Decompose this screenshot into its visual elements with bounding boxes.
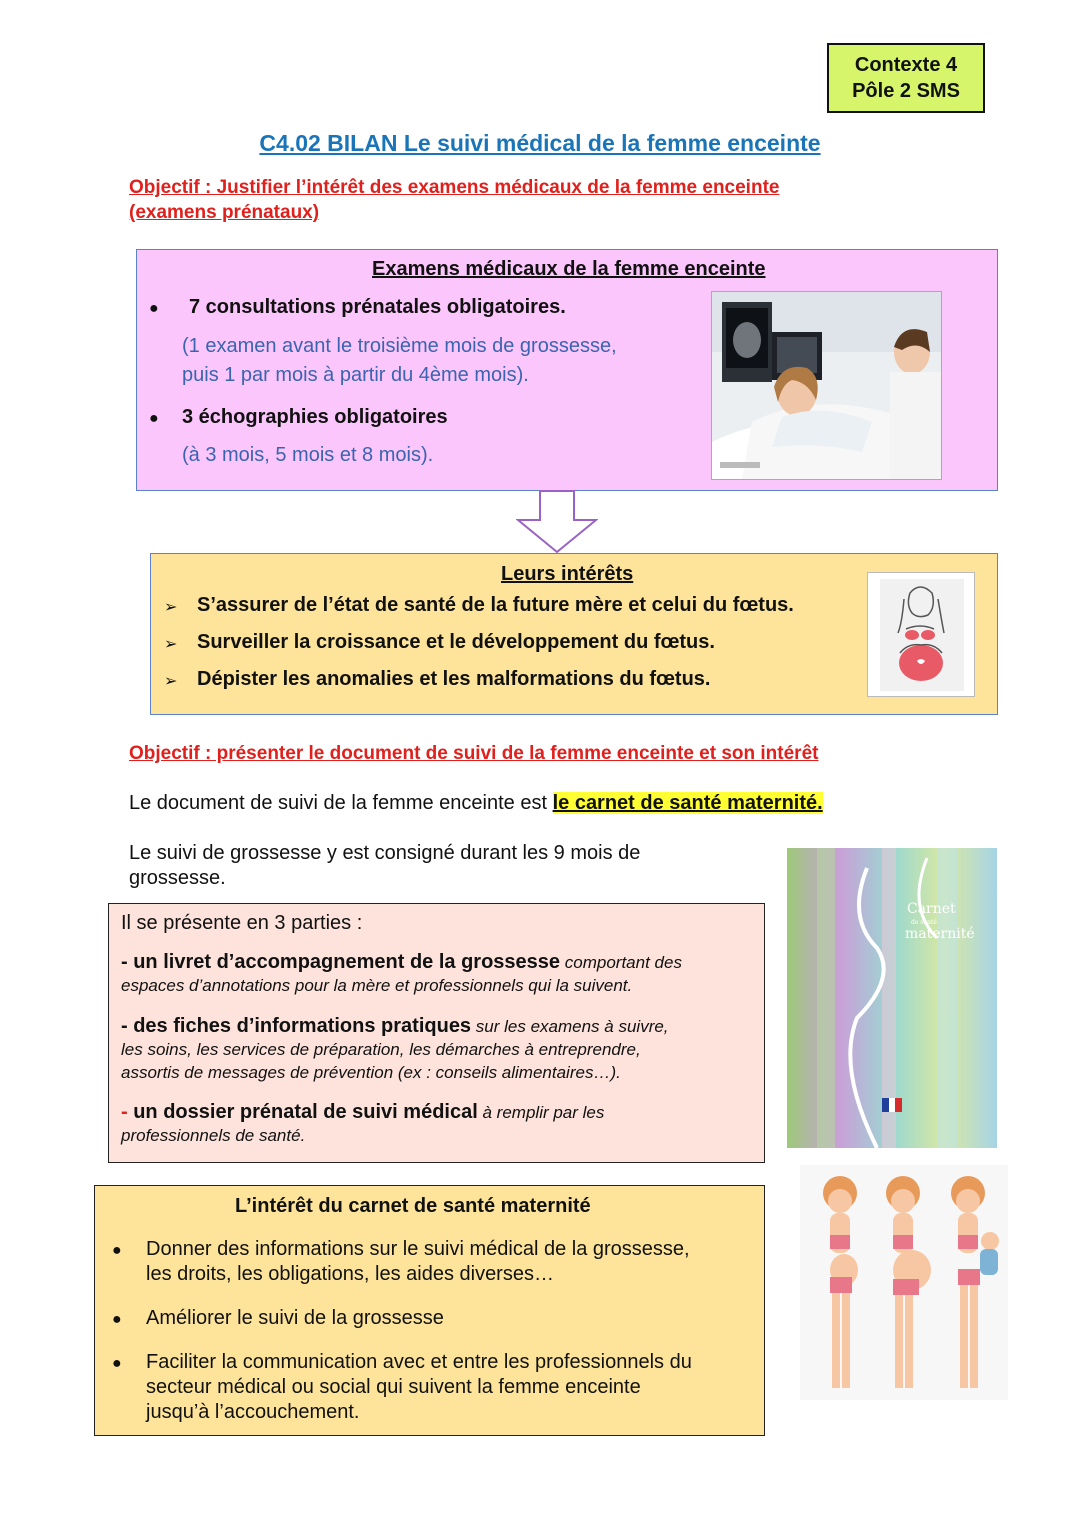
down-arrow-icon bbox=[516, 490, 598, 554]
carnet-interest-item-3-line1: Faciliter la communication avec et entre les professionnels du bbox=[146, 1351, 692, 1373]
exam-item-1-title: 7 consultations prénatales obligatoires. bbox=[189, 296, 566, 318]
objective-1-line1: Objectif : Justifier l’intérêt des examens médicaux de la femme enceinte bbox=[129, 177, 780, 198]
bullet-icon: ● bbox=[112, 1242, 122, 1259]
part-3-line2: professionnels de santé. bbox=[121, 1126, 306, 1145]
exam-item-2-title: 3 échographies obligatoires bbox=[182, 406, 448, 428]
part-2-line3: assortis de messages de prévention (ex : conseils alimentaires…). bbox=[121, 1063, 621, 1082]
carnet-interest-heading: L’intérêt du carnet de santé maternité bbox=[235, 1195, 591, 1217]
document-suivi-line1: Le suivi de grossesse y est consigné durant les 9 mois de bbox=[129, 842, 641, 864]
objective-2: Objectif : présenter le document de suivi de la femme enceinte et son intérêt bbox=[129, 743, 819, 764]
part-3 bbox=[121, 1101, 753, 1147]
arrow-bullet-icon: ➢ bbox=[164, 599, 178, 616]
carnet-cover-line3: maternité bbox=[905, 926, 975, 942]
pregnant-woman-icon bbox=[868, 573, 974, 696]
part-2 bbox=[121, 1015, 753, 1084]
part-1 bbox=[121, 951, 753, 997]
exam-item-1-detail bbox=[182, 332, 617, 390]
pregnant-drawing bbox=[867, 572, 975, 697]
objective-1-line2: (examens prénataux) bbox=[129, 202, 320, 223]
carnet-interest-item-1 bbox=[146, 1237, 690, 1287]
exam-item-1-detail-line1: (1 examen avant le troisième mois de grossesse, bbox=[182, 335, 617, 357]
pregnancy-stages-image bbox=[800, 1165, 1008, 1400]
parts-box bbox=[108, 903, 765, 1163]
document-intro-text: Le document de suivi de la femme enceinte est bbox=[129, 792, 553, 814]
document-suivi-line2: grossesse. bbox=[129, 867, 226, 889]
document-suivi bbox=[129, 841, 640, 891]
ultrasound-photo bbox=[711, 291, 942, 480]
part-3-italic: à remplir par les bbox=[477, 1103, 605, 1122]
arrow-bullet-icon: ➢ bbox=[164, 636, 178, 653]
bullet-icon: ● bbox=[112, 1355, 122, 1372]
bullet-icon: ● bbox=[149, 300, 159, 317]
page-title: C4.02 BILAN Le suivi médical de la femme enceinte bbox=[259, 130, 821, 156]
arrow-bullet-icon: ➢ bbox=[164, 673, 178, 690]
document-intro-highlight: le carnet de santé maternité. bbox=[552, 792, 823, 814]
part-1-dash: - bbox=[121, 951, 134, 973]
exams-heading: Examens médicaux de la femme enceinte bbox=[372, 258, 766, 280]
carnet-interest-item-2: Améliorer le suivi de la grossesse bbox=[146, 1307, 444, 1329]
part-2-italic: sur les examens à suivre, bbox=[471, 1017, 669, 1036]
interests-heading: Leurs intérêts bbox=[501, 563, 634, 585]
parts-intro: Il se présente en 3 parties : bbox=[121, 912, 363, 934]
carnet-interest-item-3-line3: jusqu’à l’accouchement. bbox=[146, 1401, 360, 1423]
part-3-dash: - bbox=[121, 1101, 134, 1123]
carnet-cover-line2: de santé bbox=[911, 919, 937, 926]
carnet-interest-item-1-line1: Donner des informations sur le suivi médical de la grossesse, bbox=[146, 1238, 690, 1260]
objective-1 bbox=[129, 175, 779, 225]
document-intro bbox=[129, 791, 823, 816]
carnet-interest-item-1-line2: les droits, les obligations, les aides diverses… bbox=[146, 1263, 554, 1285]
interest-item-3: Dépister les anomalies et les malformations du fœtus. bbox=[197, 668, 711, 690]
carnet-interest-item-3-line2: secteur médical ou social qui suivent la femme enceinte bbox=[146, 1376, 641, 1398]
ultrasound-scene-icon bbox=[712, 292, 941, 479]
context-badge bbox=[827, 43, 985, 113]
exam-item-1-detail-line2: puis 1 par mois à partir du 4ème mois). bbox=[182, 364, 529, 386]
part-1-bold: un livret d’accompagnement de la grossesse bbox=[133, 951, 561, 973]
part-1-line2: espaces d’annotations pour la mère et professionnels qui la suivent. bbox=[121, 976, 633, 995]
bullet-icon: ● bbox=[112, 1311, 122, 1328]
exam-item-2-detail: (à 3 mois, 5 mois et 8 mois). bbox=[182, 444, 434, 466]
interest-item-1: S’assurer de l’état de santé de la future mère et celui du fœtus. bbox=[197, 594, 794, 616]
context-line1: Contexte 4 bbox=[854, 54, 958, 76]
interest-item-2: Surveiller la croissance et le développement du fœtus. bbox=[197, 631, 715, 653]
carnet-cover-image bbox=[787, 848, 997, 1148]
carnet-cover-line1: Carnet bbox=[907, 901, 956, 917]
carnet-interest-item-3 bbox=[146, 1350, 692, 1425]
part-2-bold: - des fiches d’informations pratiques bbox=[121, 1015, 472, 1037]
carnet-cover-icon bbox=[787, 848, 997, 1148]
pregnancy-stages-icon bbox=[800, 1165, 1008, 1400]
bullet-icon: ● bbox=[149, 410, 159, 427]
part-3-bold: un dossier prénatal de suivi médical bbox=[133, 1101, 478, 1123]
context-line2: Pôle 2 SMS bbox=[852, 80, 960, 102]
part-2-line2: les soins, les services de préparation, les démarches à entreprendre, bbox=[121, 1040, 641, 1059]
part-1-italic: comportant des bbox=[560, 953, 682, 972]
